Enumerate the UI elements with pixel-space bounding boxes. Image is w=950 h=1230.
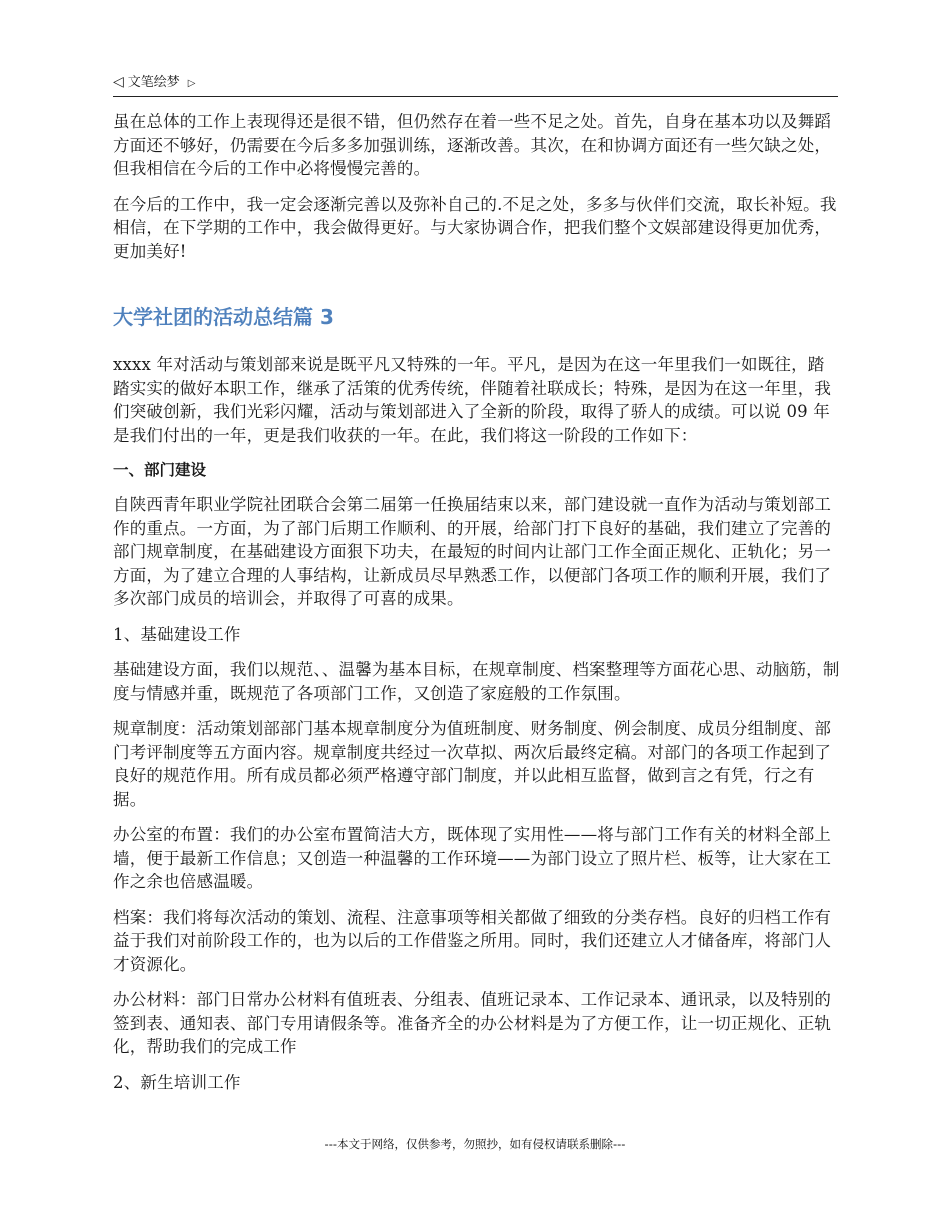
subheading: 一、部门建设 <box>113 461 207 479</box>
triangle-left-icon: ◁ <box>113 74 124 90</box>
page-footer: ---本文于网络，仅供参考，勿照抄，如有侵权请联系删除--- <box>324 1137 626 1151</box>
brand <box>113 72 196 94</box>
paragraph: 办公材料：部门日常办公材料有值班表、分组表、值班记录本、工作记录本、通讯录，以及特别的签到表、通知表、部门专用请假条等。准备齐全的办公材料是为了方便工作，让一切正规化、正轨化，帮助我们的完成工作 <box>113 990 832 1056</box>
paragraph: 虽在总体的工作上表现得还是很不错，但仍然存在着一些不足之处。首先，自身在基本功以及舞蹈方面还不够好，仍需要在今后多多加强训练，逐渐改善。其次，在和协调方面还有一些欠缺之处，但我相信在今后的工作中必将慢慢完善的。 <box>113 112 832 178</box>
paragraph: 办公室的布置：我们的办公室布置简洁大方，既体现了实用性——将与部门工作有关的材料全部上墙，便于最新工作信息；又创造一种温馨的工作环境——为部门设立了照片栏、板等，让大家在工作之余也倍感温暖。 <box>113 825 832 891</box>
triangle-right-icon: ▷ <box>187 78 196 89</box>
numbered-heading: 1、基础建设工作 <box>113 624 241 644</box>
numbered-heading: 2、新生培训工作 <box>113 1072 241 1092</box>
paragraph: 自陕西青年职业学院社团联合会第二届第一任换届结束以来，部门建设就一直作为活动与策划部工作的重点。一方面，为了部门后期工作顺利、的开展，给部门打下良好的基础，我们建立了完善的部门规章制度，在基础建设方面狠下功夫，在最短的时间内让部门工作全面正规化、正轨化；另一方面，为了建立合理的人事结构，让新成员尽早熟悉工作，以便部门各项工作的顺利开展，我们了多次部门成员的培训会，并取得了可喜的成果。 <box>113 495 832 608</box>
page-header <box>113 72 838 97</box>
paragraph: 基础建设方面，我们以规范、、温馨为基本目标，在规章制度、档案整理等方面花心思、动脑筋，制度与情感并重，既规范了各项部门工作，又创造了家庭般的工作氛围。 <box>113 660 840 703</box>
paragraph: 档案：我们将每次活动的策划、流程、注意事项等相关都做了细致的分类存档。良好的归档工作有益于我们对前阶段工作的，也为以后的工作借鉴之所用。同时，我们还建立人才储备库，将部门人才资源化。 <box>113 907 832 974</box>
document-body <box>113 110 841 1106</box>
section-title: 大学社团的活动总结篇 3 <box>113 305 334 329</box>
brand-name: 文笔绘梦 <box>127 75 180 90</box>
paragraph: 在今后的工作中，我一定会逐渐完善以及弥补自己的.不足之处，多多与伙伴们交流，取长补短。我相信，在下学期的工作中，我会做得更好。与大家协调合作，把我们整个文娱部建设得更加优秀，更加美好! <box>113 194 837 261</box>
intro-paragraph: xxxx 年对活动与策划部来说是既平凡又特殊的一年。平凡，是因为在这一年里我们一如既往，踏踏实实的做好本职工作，继承了活策的优秀传统，伴随着社联成长；特殊，是因为在这一年里，我们突破创新，我们光彩闪耀，活动与策划部进入了全新的阶段，取得了骄人的成绩。可以说 09 年是我们付出的一年，更是我们收获的一年。在此，我们将这一阶段的工作如下： <box>113 355 832 445</box>
paragraph: 规章制度：活动策划部部门基本规章制度分为值班制度、财务制度、例会制度、成员分组制度、部门考评制度等五方面内容。规章制度共经过一次草拟、两次后最终定稿。对部门的各项工作起到了良好的规范作用。所有成员都必须严格遵守部门制度，并以此相互监督，做到言之有凭，行之有据。 <box>113 719 832 809</box>
